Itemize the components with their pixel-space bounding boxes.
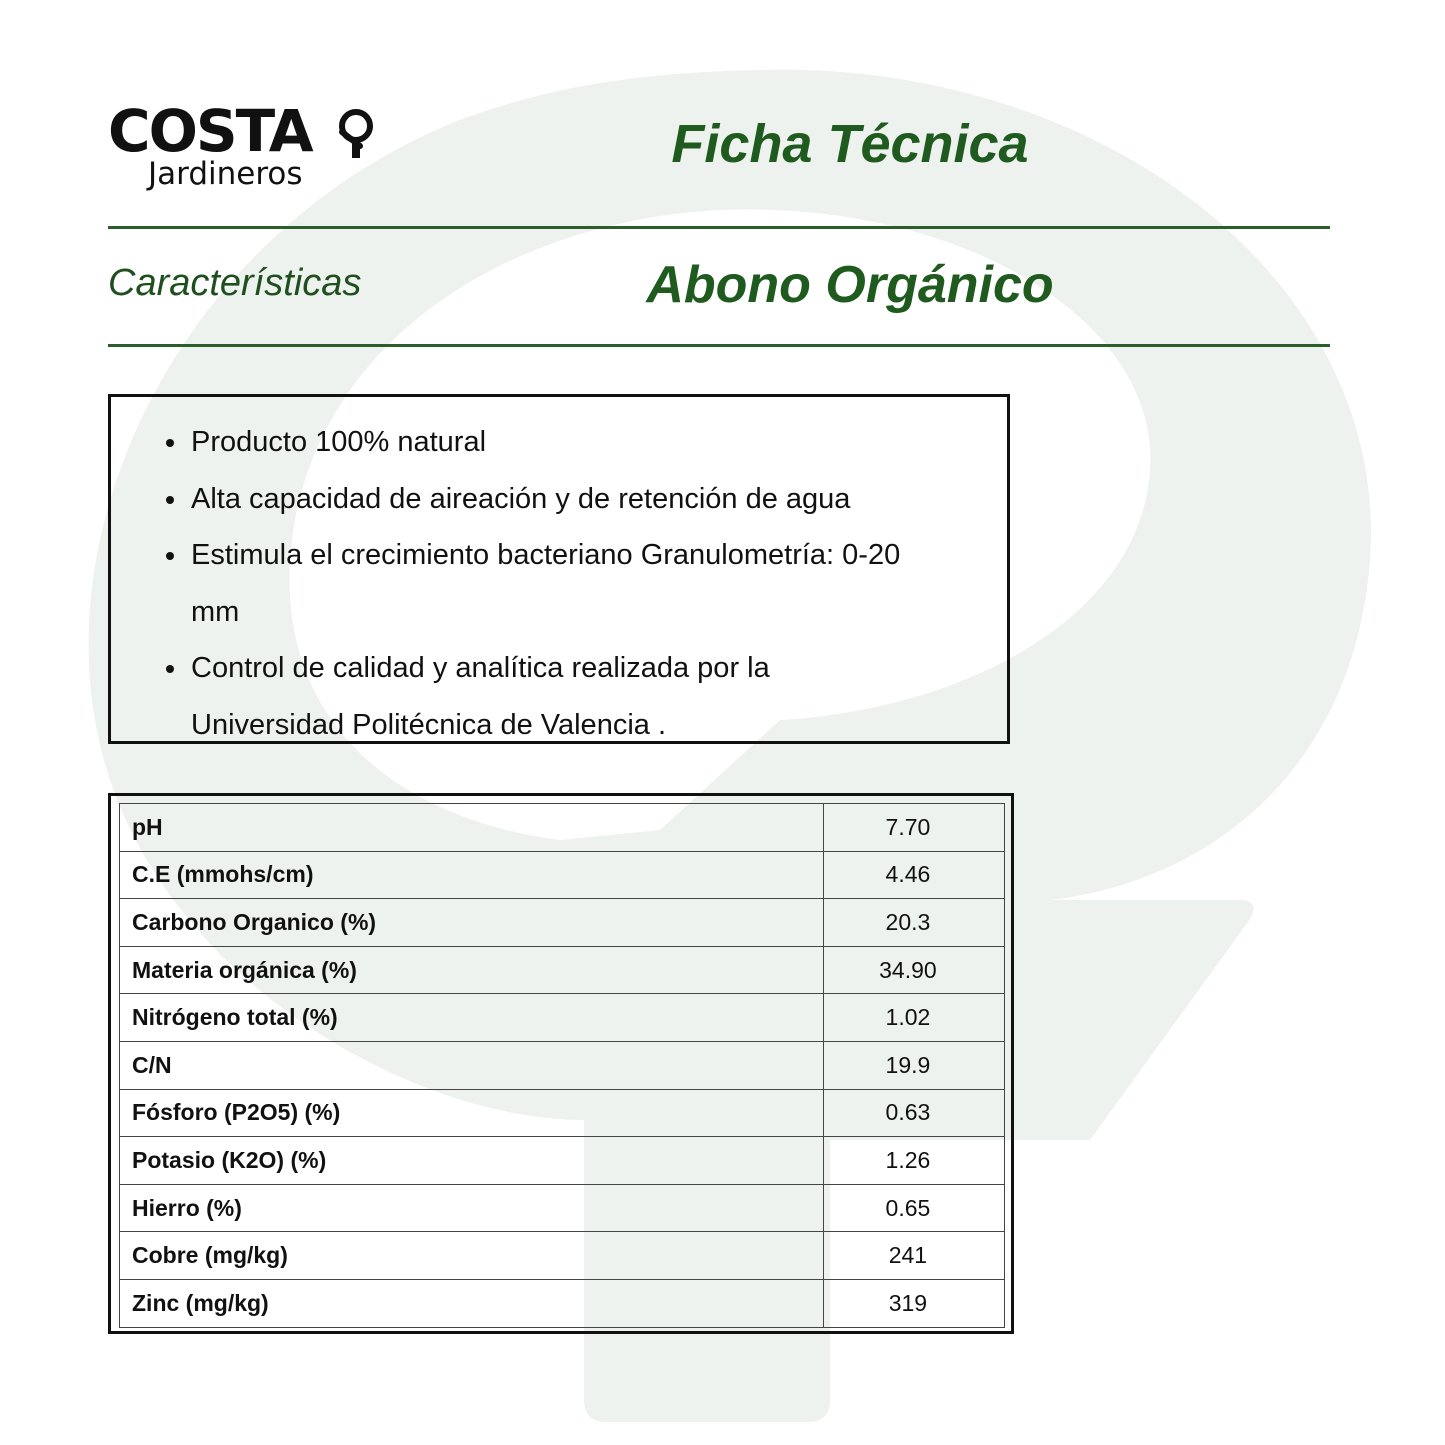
- logo-tagline: Jardineros: [148, 156, 303, 192]
- property-name: pH: [120, 804, 824, 852]
- property-value: 241: [823, 1232, 1004, 1280]
- section-label: Características: [108, 262, 362, 304]
- properties-table-frame: [108, 793, 1014, 1334]
- property-name: C.E (mmohs/cm): [120, 851, 824, 899]
- features-box: [108, 394, 1010, 744]
- document-title: Ficha Técnica: [671, 114, 1029, 174]
- property-value: 0.63: [823, 1089, 1004, 1137]
- property-value: 19.9: [823, 1041, 1004, 1089]
- table-row: [120, 1041, 1005, 1089]
- table-row: [120, 994, 1005, 1042]
- table-row: [120, 1089, 1005, 1137]
- property-name: Zinc (mg/kg): [120, 1279, 824, 1327]
- table-row: [120, 851, 1005, 899]
- property-value: 20.3: [823, 899, 1004, 947]
- product-name: Abono Orgánico: [646, 256, 1054, 314]
- features-list: [111, 397, 1007, 753]
- property-value: 1.02: [823, 994, 1004, 1042]
- property-name: C/N: [120, 1041, 824, 1089]
- property-name: Carbono Organico (%): [120, 899, 824, 947]
- table-row: [120, 804, 1005, 852]
- property-name: Hierro (%): [120, 1184, 824, 1232]
- property-name: Materia orgánica (%): [120, 946, 824, 994]
- property-value: 0.65: [823, 1184, 1004, 1232]
- table-row: [120, 946, 1005, 994]
- property-name: Cobre (mg/kg): [120, 1232, 824, 1280]
- table-row: [120, 1279, 1005, 1327]
- property-value: 1.26: [823, 1137, 1004, 1185]
- table-row: [120, 1184, 1005, 1232]
- table-row: [120, 1137, 1005, 1185]
- logo-brand-text: COSTA: [108, 97, 312, 165]
- header-divider-top: [108, 226, 1330, 229]
- property-value: 34.90: [823, 946, 1004, 994]
- property-name: Potasio (K2O) (%): [120, 1137, 824, 1185]
- table-row: [120, 899, 1005, 947]
- properties-table: [119, 803, 1005, 1328]
- property-value: 7.70: [823, 804, 1004, 852]
- feature-item: • Producto 100% natural: [189, 414, 1007, 471]
- leaf-drop-icon: [332, 108, 382, 160]
- feature-item: • Alta capacidad de aireación y de retención de agua: [189, 471, 1007, 528]
- property-name: Nitrógeno total (%): [120, 994, 824, 1042]
- property-name: Fósforo (P2O5) (%): [120, 1089, 824, 1137]
- table-row: [120, 1232, 1005, 1280]
- header-divider-bottom: [108, 344, 1330, 347]
- property-value: 319: [823, 1279, 1004, 1327]
- feature-item: • Control de calidad y analítica realizada por la Universidad Politécnica de Valencia .: [189, 640, 911, 753]
- feature-item: • Estimula el crecimiento bacteriano Granulometría: 0-20 mm: [189, 527, 911, 640]
- property-value: 4.46: [823, 851, 1004, 899]
